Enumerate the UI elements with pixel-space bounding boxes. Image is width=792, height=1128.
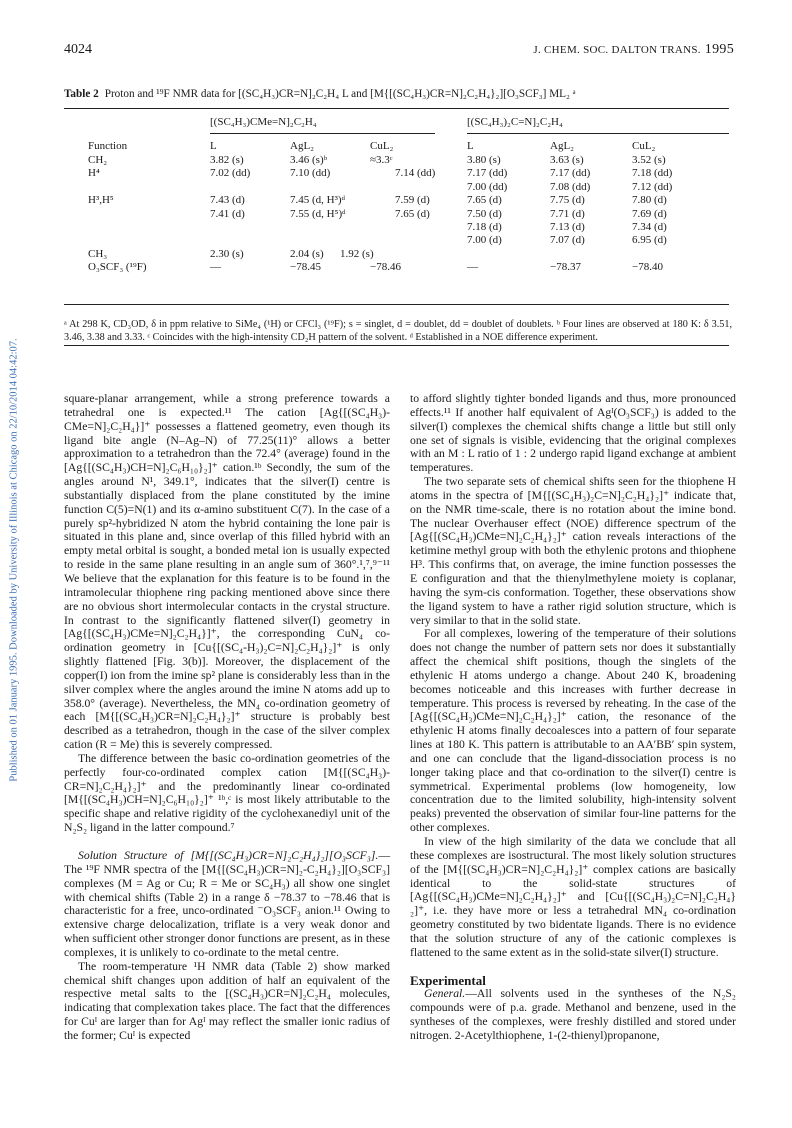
table-group-right-rule (467, 133, 729, 134)
section-heading-experimental: Experimental (410, 972, 486, 988)
table-header-cell: Function (88, 140, 128, 152)
general-body: —All solvents used in the syntheses of the N₂S₂ compounds were of p.a. grade. Methanol and benzene, used in the syntheses of the complexes, were freshly distilled and stored under nitrogen. 2-Acetylthiophene, 1-(2-thienyl)propanone, (410, 987, 736, 1042)
table-row-label: O₃SCF₃ (¹⁹F) (88, 261, 147, 274)
right-paragraph-5 (410, 987, 736, 1042)
journal-header (533, 42, 734, 58)
table-cell: 3.80 (s) (467, 154, 501, 166)
table-cell: 3.46 (s)ᵇ (290, 154, 328, 166)
table-cell: 7.55 (d, H⁵)ᵈ (290, 207, 346, 220)
table-cell: 6.95 (d) (632, 234, 667, 247)
left-paragraph-3 (64, 849, 390, 960)
table-cell: 7.13 (d) (550, 221, 585, 233)
download-notice: Published on 01 January 1995. Downloaded by University of Illinois at Chicago on 22/10/2014 04:42:07. (8, 338, 20, 782)
table-cell: 7.12 (dd) (632, 180, 673, 193)
table-group-right: [(SC₄H₃)₂C=N]₂C₂H₄ (467, 116, 563, 128)
table-row-label: H⁴ (88, 167, 100, 180)
table-label: Table 2 (64, 88, 99, 100)
table-cell: 1.92 (s) (340, 247, 374, 260)
journal-name: J. CHEM. SOC. DALTON TRANS. (533, 44, 701, 56)
table-cell: −78.40 (632, 261, 663, 274)
table-group-left: [(SC₄H₃)CMe=N]₂C₂H₄ (210, 116, 317, 128)
table-cell: — (467, 261, 478, 274)
footnote-rule (64, 345, 729, 346)
table-footnote: ᵃ At 298 K, CD₃OD, δ in ppm relative to SiMe₄ (¹H) or CFCl₃ (¹⁹F); s = singlet, d = doublet, dd = doublet of doublets. ᵇ Four lines are observed at 180 K: δ 3.51, 3.46, 3.38 and 3.33. ᶜ Coincides with the high-intensity CD₂H pattern of the solvent. ᵈ Established in a NOE difference experiment. (64, 319, 732, 343)
table-cell: 7.65 (d) (395, 207, 430, 220)
table-cell: 7.71 (d) (550, 207, 585, 220)
table-bottom-rule (64, 304, 729, 305)
table-header-cell: CuL₂ (370, 140, 394, 152)
table-cell: 7.43 (d) (210, 194, 245, 207)
table-cell: 2.30 (s) (210, 247, 244, 260)
table-header-cell: L (467, 140, 474, 152)
table-header-cell: L (210, 140, 217, 152)
left-paragraph-1: square-planar arrangement, while a strong preference towards a tetrahedral one is expected.¹¹ The cation [Ag{[(SC₄H₃)-CMe=N]₂C₂H₄}]⁺ possesses a flattened geometry, even though its ligand bite angle (N–Ag–N) of 77.25(11)° allows a better approximation to a tetrahedron than the 72.4° (average) found in the [Ag{[(SC₄H₃)CH=N]₂C₆H₁₀}₂]⁺ cation.¹ᵇ Secondly, the sum of the angles around N¹, 349.1°, indicates that the silver(I) centre is substantially displaced from the plane constituted by the imine function C(5)=N(1) and its α-amino substituent C(7). In the case of a purely sp²-hybridized N atom the hybrid containing the lone pair is situated in this plane and, since overlap of this filled hybrid with an empty metal orbital is sought, a bonded metal ion is usually expected to reside in the same plane resulting in an angle sum of 360°.¹,⁷,⁹⁻¹¹ We believe that the explanation for this feature is to be found in the intramolecular thiophene ring packing mentioned above since there are no obvious short intermolecular contacts in the crystal structure. In contrast to the significantly flattened silver(I) geometry in [Ag{[(SC₄H₃)CMe=N]₂C₂H₄}]⁺, the corresponding CuN₄ co-ordination geometry in [Cu{[(SC₄-H₃)₂C=N]₂C₂H₄}₂]⁺ is only slightly flattened [Fig. 3(b)]. Moreover, the displacement of the copper(I) ion from the imine sp² plane is considerably less than in the silver complex where the angles around the imine N atoms add up to 358.0° (average). Nevertheless, the MN₄ co-ordination geometry of each [M{[(SC₄H₃)CR=N]₂C₂H₄}₂]⁺ structure is probably best described as a tetrahedron, though in the case of the silver complex cation (R = Me) this is severely compressed. (64, 392, 390, 752)
right-column (410, 392, 736, 1043)
right-paragraph-4: In view of the high similarity of the data we conclude that all these complexes are isostructural. The most likely solution structures of the [M{[(SC₄H₃)CR=N]₂C₂H₄}₂]⁺ complex cations are basically identical to the solid-state structures of [Ag{[(SC₄H₃)CMe=N]₂C₂H₄}₂]⁺ and [Cu{[(SC₄H₃)₂C=N]₂C₂H₄}₂]⁺, i.e. they have more or less a tetrahedral MN₄ co-ordination geometry constituted by two bidentate ligands. There is no evidence that the solution structure of any of the cationic complexes is flattened to the same extent as in the solid-state silver(I) structure. (410, 835, 736, 959)
table-top-rule (64, 108, 729, 109)
table-cell: 7.59 (d) (395, 194, 430, 207)
general-heading: General. (424, 987, 466, 1001)
left-paragraph-2: The difference between the basic co-ordination geometries of the perfectly four-co-ordinated complex cation [M{[(SC₄H₃)-CR=N]₂C₂H₄}₂]⁺ and the predominantly linear co-ordinated [M{[(SC₄H₃)CH=N]₂C₆H₁₀}₂]⁺ ¹ᵇ,ᶜ is most likely attributable to the specific shape and relative rigidity of the cyclohexanediyl unit of the N₂S₂ ligand in the latter compound.⁷ (64, 751, 390, 835)
table-cell: −78.45 (290, 261, 321, 274)
table-cell: 7.50 (d) (467, 207, 502, 220)
right-paragraph-3: For all complexes, lowering of the temperature of their solutions does not change the number of pattern sets nor does it substantially affect the chemical shift positions, though the singlets of the ethylenic H atoms undergo a change. About 240 K, broadening becomes noticeable and this increases with further decrease in temperature. This process is reversed by reheating. In the case of the [Ag{[(SC₄H₃)CMe=N]₂C₂H₄}₂]⁺ cation, the resonance of the ethylenic H atoms finally decoalesces into a pattern of four separate lines at 180 K. This pattern is attributable to an AA′BB′ spin system, and one can conclude that the ligand-dissociation process is no longer taking place and that co-ordination to the silver(I) centre is symmetrical. Experimental problems (low homogeneity, low concentration due to the limited solubility, high-intensity solvent peaks) prevented the observation of similar four-line patterns for the other complexes. (410, 627, 736, 835)
table-cell: 7.69 (d) (632, 207, 667, 220)
right-paragraph-2: The two separate sets of chemical shifts seen for the thiophene H atoms in the spectra of [M{[(SC₄H₃)₂C=N]₂C₂H₄}₂]⁺ indicate that, on the NMR time-scale, there is no rotation about the imine bond. The nuclear Overhauser effect (NOE) difference spectrum of the [Ag{[(SC₄H₃)CMe=N]₂C₂H₄}₂]⁺ cation reveals interactions of the ketimine methyl group with both the ethylenic protons and thiophene H³. This confirms that, on average, the imine function possesses the E configuration and that the thienylmethylene moiety is coplanar, having the sym-cis conformation. Together, these observations show the ligand system to have a rather rigid solution structure, which is very similar to that in the solid state. (410, 475, 736, 627)
table-group-left-rule (210, 133, 435, 134)
page-number: 4024 (64, 42, 92, 57)
left-paragraph-4: The room-temperature ¹H NMR data (Table 2) show marked chemical shift changes upon addition of half an equivalent of the respective metal salts to the [(SC₄H₃)CR=N]₂C₂H₄ molecules, indicating that complexation takes place. The fact that the differences for Cuᴵ are larger than for Agᴵ may reflect the smaller ionic radius of the former; Cuᴵ is expected (64, 959, 390, 1042)
table-cell: 7.14 (dd) (395, 167, 436, 180)
table-cell: 2.04 (s) (290, 247, 324, 260)
table-header-cell: AgL₂ (290, 140, 314, 152)
table-cell: −78.37 (550, 261, 581, 274)
table-cell: 7.34 (d) (632, 221, 667, 233)
download-sidebar (0, 0, 28, 1128)
left-column (64, 392, 390, 1043)
right-paragraph-1: to afford slightly tighter bonded ligands and thus, more pronounced effects.¹¹ If another half equivalent of Agᴵ(O₃SCF₃) is added to the silver(I) complexes the chemical shifts change a little but still only one set of signals is visible, evidencing that the original complexes with an M : L ratio of 1 : 2 undergo rapid ligand exchange at ambient temperatures. (410, 392, 736, 475)
table-cell: 7.18 (dd) (632, 167, 673, 180)
solution-structure-heading: Solution Structure of [M{[(SC₄H₃)CR=N]₂C₂H₄}₂][O₃SCF₃]. (78, 849, 379, 862)
table-cell: 7.41 (d) (210, 207, 245, 220)
table-cell: — (210, 261, 221, 274)
table-caption (64, 88, 744, 100)
table-cell: 7.02 (dd) (210, 167, 251, 180)
table-cell: 3.52 (s) (632, 154, 666, 166)
table-cell: 3.63 (s) (550, 154, 584, 166)
table-row-label: H³,H⁵ (88, 194, 114, 207)
journal-year: 1995 (704, 42, 734, 57)
table-row-label: CH₃ (88, 247, 108, 260)
table-cell: 7.17 (dd) (467, 167, 508, 180)
table-cell: 7.75 (d) (550, 194, 585, 207)
table-cell: 7.00 (dd) (467, 180, 508, 193)
table-cell: 7.80 (d) (632, 194, 667, 207)
table-cell: 7.10 (dd) (290, 167, 331, 180)
table-cell: 7.00 (d) (467, 234, 502, 247)
table-cell: 7.17 (dd) (550, 167, 591, 180)
table-cell: 7.18 (d) (467, 221, 502, 233)
table-cell: −78.46 (370, 261, 401, 274)
table-row-label: CH₂ (88, 154, 108, 166)
table-cell: ≈3.3ᶜ (370, 154, 393, 166)
table-caption-text: Proton and ¹⁹F NMR data for [(SC₄H₃)CR=N]₂C₂H₄ L and [M{[(SC₄H₃)CR=N]₂C₂H₄}₂][O₃SCF₃] ML₂ ᵃ (104, 88, 576, 100)
table-cell: 7.45 (d, H³)ᵈ (290, 194, 345, 207)
table-cell: 7.08 (dd) (550, 180, 591, 193)
table-header-cell: CuL₂ (632, 140, 656, 152)
table-cell: 7.07 (d) (550, 234, 585, 247)
table-header-cell: AgL₂ (550, 140, 574, 152)
solution-structure-body: —The ¹⁹F NMR spectra of the [M{[(SC₄H₃)CR=N]₂-C₂H₄}₂][O₃SCF₃] complexes (M = Ag or Cu; R = Me or SC₄H₃) all show one singlet with chemical shifts (Table 2) in a range δ −78.37 to −78.46 that is characteristic for a free, unco-ordinated ⁻O₃SCF₃ anion.¹¹ Owing to extensive charge delocalization, triflate is a very weak donor and when sufficient other stronger donor functions are present, as in these complexes, it is unlikely to co-ordinate to the metal centre. (64, 849, 390, 959)
table-cell: 3.82 (s) (210, 154, 244, 166)
table-cell: 7.65 (d) (467, 194, 502, 207)
